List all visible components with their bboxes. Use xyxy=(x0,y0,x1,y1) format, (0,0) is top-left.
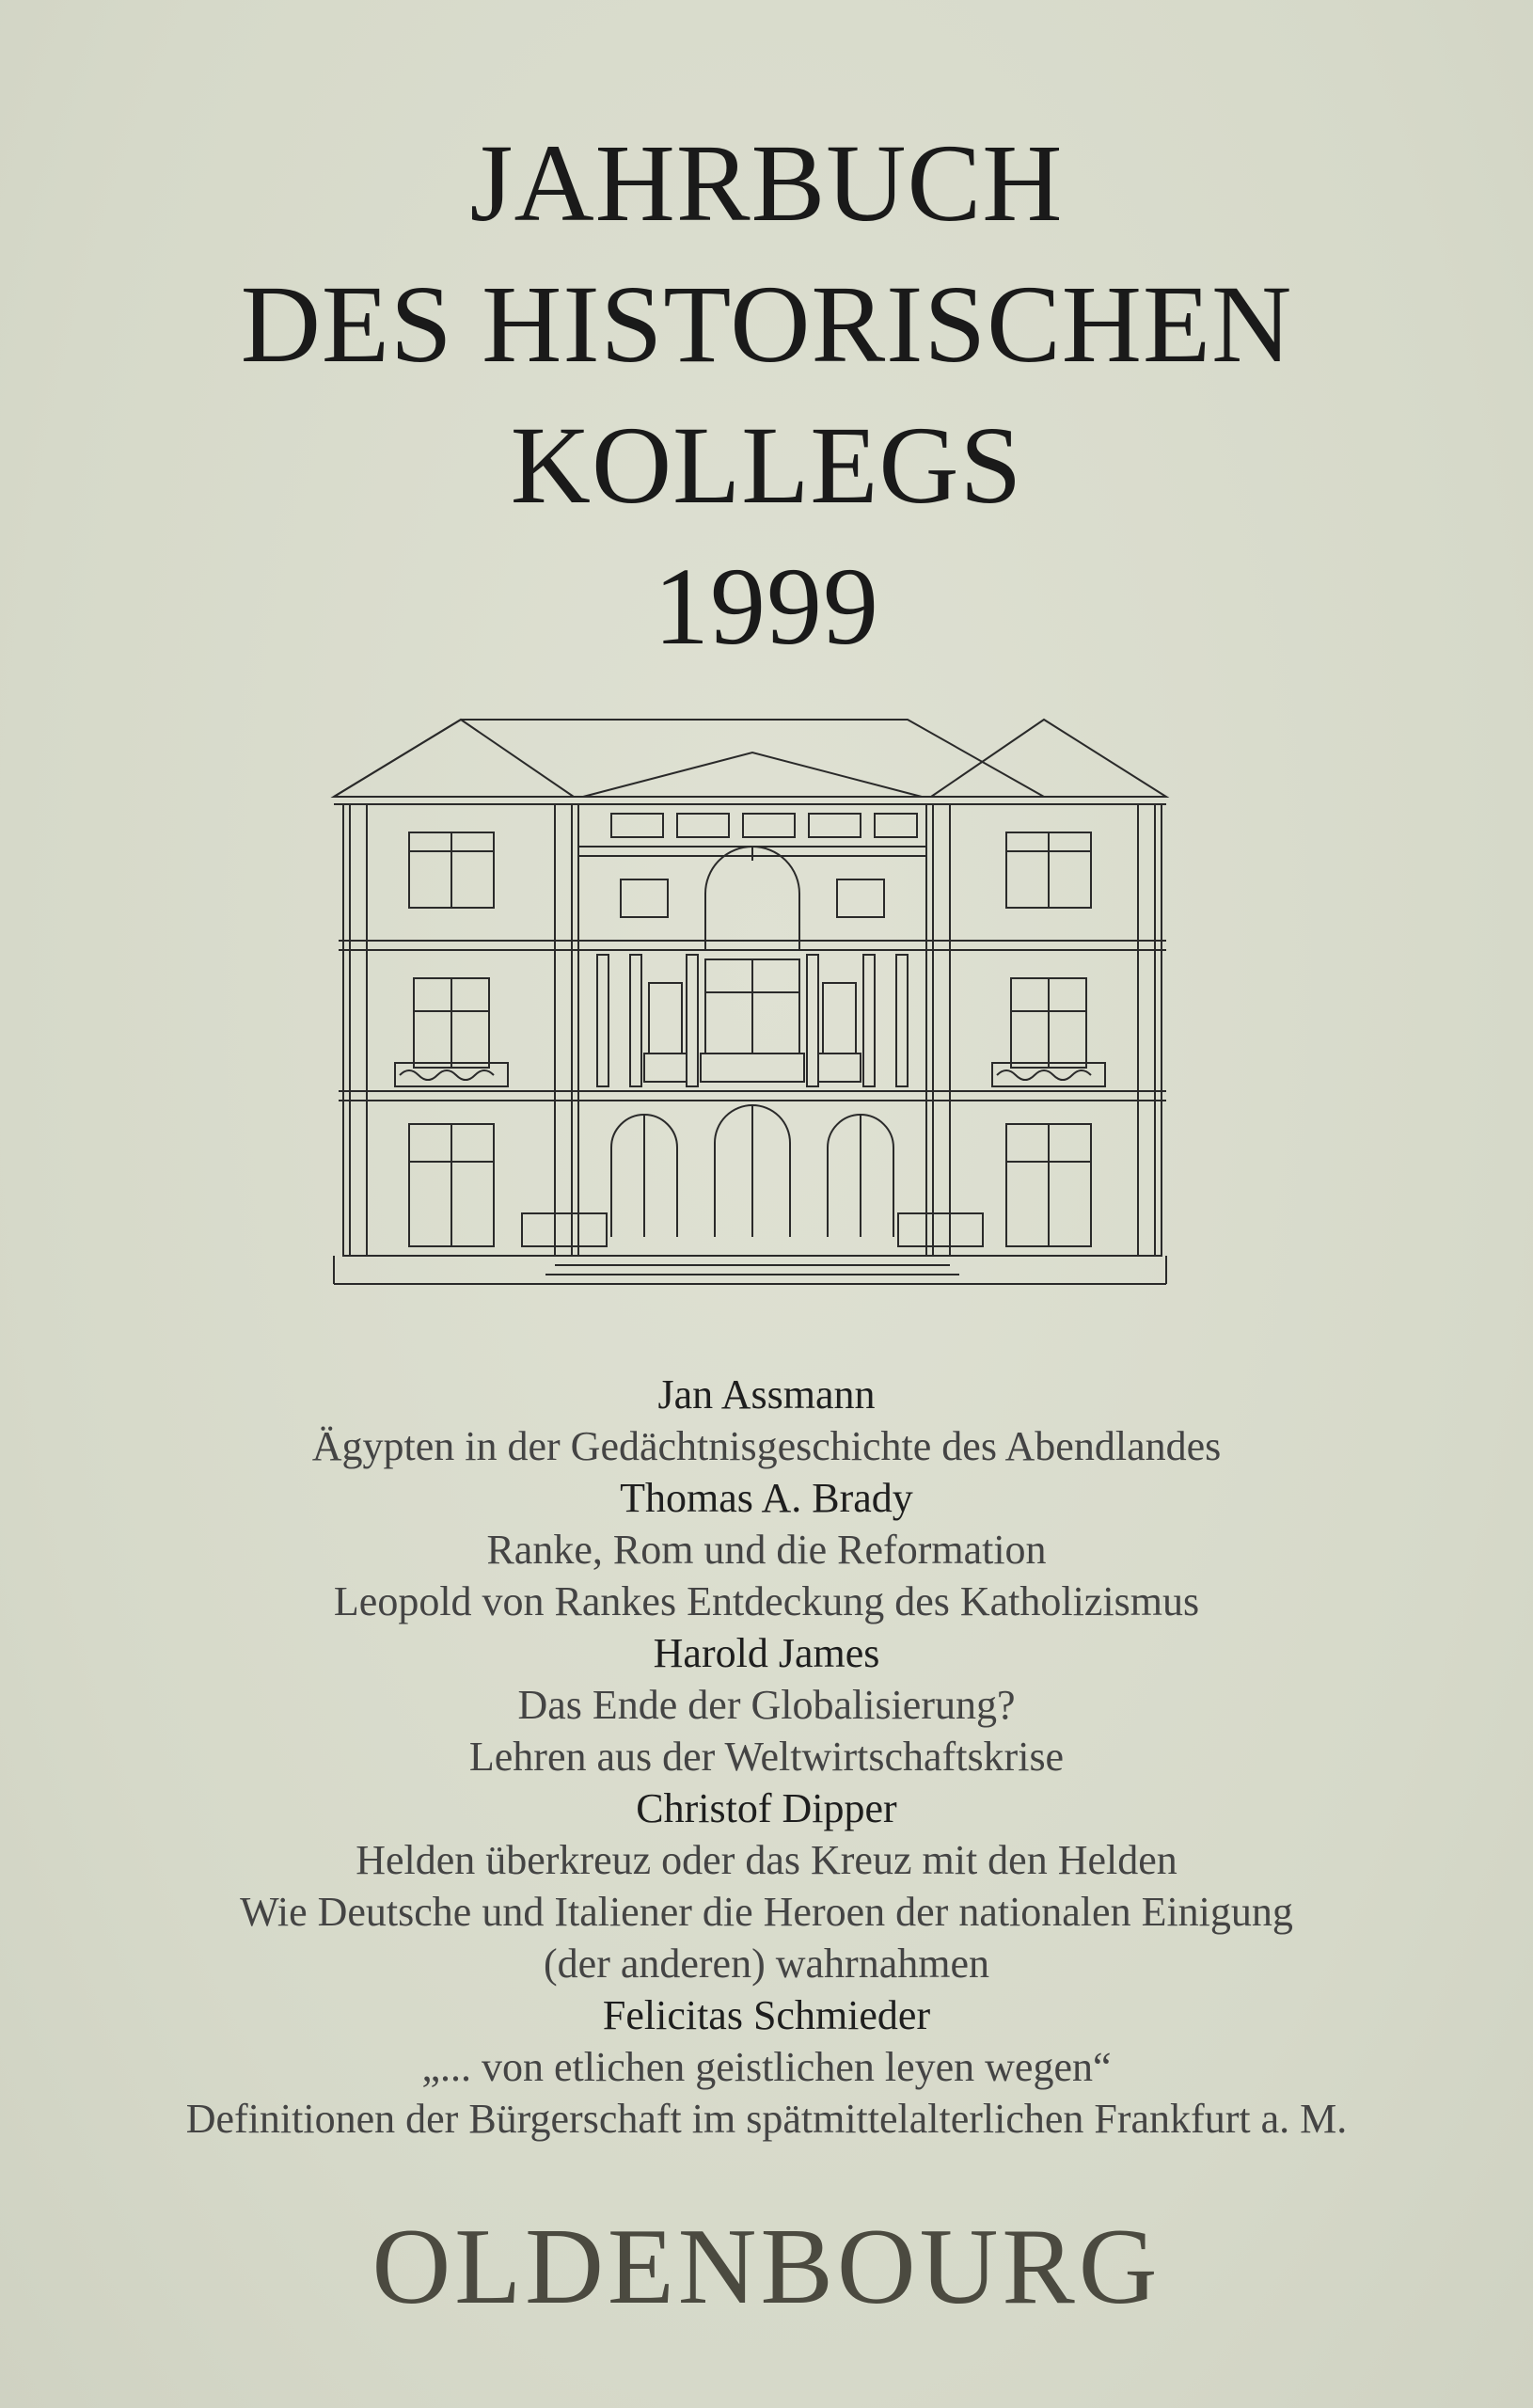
contents-entry xyxy=(0,1472,1533,1627)
entry-subtitle: Wie Deutsche und Italiener die Heroen der nationalen Einigung xyxy=(240,1889,1293,1935)
entry-title: Ranke, Rom und die Reformation xyxy=(486,1527,1047,1573)
entry-author: Jan Assmann xyxy=(657,1371,876,1418)
building-illustration xyxy=(329,710,1176,1293)
title-line-1: JAHRBUCH xyxy=(469,121,1064,245)
entry-author: Harold James xyxy=(653,1630,880,1676)
entry-author: Christof Dipper xyxy=(636,1785,897,1831)
contents-entry xyxy=(0,1989,1533,2145)
title-line-3: KOLLEGS xyxy=(510,404,1023,527)
right-wing xyxy=(926,804,1162,1256)
entry-author: Thomas A. Brady xyxy=(620,1475,913,1521)
building-drawing xyxy=(329,710,1176,1293)
cover-title xyxy=(0,113,1533,677)
title-line-2: DES HISTORISCHEN xyxy=(240,262,1293,386)
contents-list xyxy=(0,1369,1533,2145)
entry-subtitle-continued: (der anderen) wahrnahmen xyxy=(544,1941,989,1987)
entry-author: Felicitas Schmieder xyxy=(602,1992,931,2038)
right-pediment xyxy=(931,720,1166,797)
publisher-name: OLDENBOURG xyxy=(371,2207,1162,2327)
entry-title: Helden überkreuz oder das Kreuz mit den Helden xyxy=(356,1837,1177,1883)
left-wing xyxy=(343,804,578,1256)
contents-entry xyxy=(0,1782,1533,1989)
entry-title: Ägypten in der Gedächtnisgeschichte des Abendlandes xyxy=(311,1423,1222,1469)
entry-title: „... von etlichen geistlichen leyen wegen“ xyxy=(421,2044,1112,2090)
entry-title: Das Ende der Globalisierung? xyxy=(517,1682,1016,1728)
center-pediment xyxy=(583,752,922,797)
contents-entry xyxy=(0,1369,1533,1472)
entry-subtitle: Leopold von Rankes Entdeckung des Katholizismus xyxy=(333,1578,1200,1624)
contents-entry xyxy=(0,1627,1533,1782)
title-year: 1999 xyxy=(654,545,879,668)
entry-subtitle: Lehren aus der Weltwirtschaftskrise xyxy=(468,1734,1065,1780)
left-pediment xyxy=(334,720,574,797)
entry-subtitle: Definitionen der Bürgerschaft im spätmittelalterlichen Frankfurt a. M. xyxy=(185,2096,1348,2142)
